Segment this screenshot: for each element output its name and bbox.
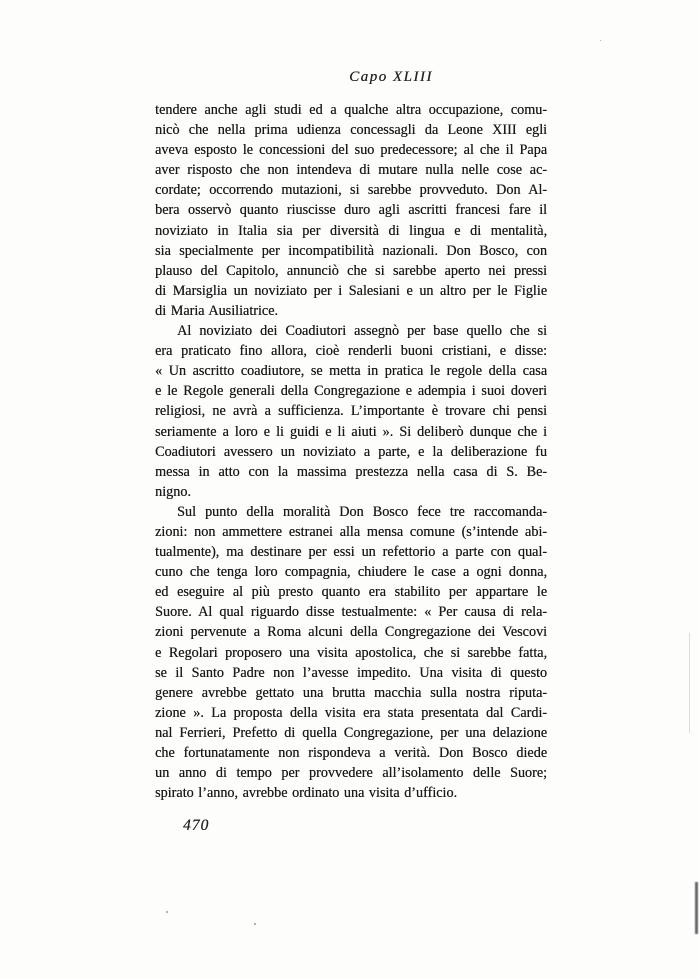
text-line: di Maria Ausiliatrice. bbox=[155, 302, 278, 319]
paragraph bbox=[155, 321, 547, 502]
running-head: Capo XLIII bbox=[349, 69, 433, 85]
text-line: spirato l’anno, avrebbe ordinato una visita d’ufficio. bbox=[155, 785, 458, 802]
text-line: e Regolari proposero una visita apostolica, che si sarebbe fatta, bbox=[155, 644, 547, 661]
text-line: bera osservò quanto riuscisse duro agli ascritti francesi fare il bbox=[155, 202, 547, 219]
text-line: aveva esposto le concessioni del suo predecessore; al che il Papa bbox=[155, 142, 547, 159]
text-line: Suore. Al qual riguardo disse testualmente: « Per causa di rela- bbox=[155, 604, 547, 621]
text-line: Al noviziato dei Coadiutori assegnò per base quello che si bbox=[177, 323, 547, 340]
paragraph bbox=[155, 502, 547, 803]
text-line: se il Santo Padre non l’avesse impedito. Una visita di questo bbox=[155, 664, 547, 681]
page-number: 470 bbox=[183, 817, 210, 834]
scan-edge-artifact bbox=[695, 882, 698, 934]
text-line: aver risposto che non intendeva di mutare nulla nelle cose ac- bbox=[155, 162, 547, 179]
text-line: di Marsiglia un noviziato per i Salesiani e un altro per le Figlie bbox=[155, 282, 547, 299]
text-line: seriamente a loro e li guidi e li aiuti ». Si deliberò dunque che i bbox=[155, 423, 547, 440]
text-line: un anno di tempo per provvedere all’isolamento delle Suore; bbox=[155, 765, 547, 782]
text-line: zione ». La proposta della visita era stata presentata dal Cardi- bbox=[155, 704, 547, 721]
text-line: nicò che nella prima udienza concessagli da Leone XIII egli bbox=[155, 122, 547, 139]
scan-speck bbox=[166, 911, 168, 913]
text-line: cordate; occorrendo mutazioni, si sarebbe provveduto. Don Al- bbox=[155, 182, 547, 199]
text-line: zioni pervenute a Roma alcuni della Congregazione dei Vescovi bbox=[155, 624, 547, 641]
scan-speck bbox=[600, 40, 601, 41]
text-line: messa in atto con la massima prestezza nella casa di S. Be- bbox=[155, 463, 547, 480]
text-line: noviziato in Italia sia per diversità di lingua e di mentalità, bbox=[155, 222, 547, 239]
text-line: cuno che tenga loro compagnia, chiudere le case a ogni donna, bbox=[155, 564, 547, 581]
text-line: tualmente), ma destinare per essi un refettorio a parte con qual- bbox=[155, 544, 547, 561]
text-line: zioni: non ammettere estranei alla mensa comune (s’intende abi- bbox=[155, 523, 547, 540]
text-block bbox=[155, 100, 547, 803]
text-line: sia specialmente per incompatibilità nazionali. Don Bosco, con bbox=[155, 242, 547, 259]
paragraph bbox=[155, 100, 547, 321]
text-line: nal Ferrieri, Prefetto di quella Congregazione, per una delazione bbox=[155, 724, 547, 741]
text-line: e le Regole generali della Congregazione e adempia i suoi doveri bbox=[155, 383, 547, 400]
scan-line-artifact bbox=[689, 633, 690, 733]
text-line: nigno. bbox=[155, 483, 191, 500]
text-line: ed eseguire al più presto quanto era stabilito per appartare le bbox=[155, 584, 547, 601]
text-line: Coadiutori avessero un noviziato a parte, e la deliberazione fu bbox=[155, 443, 547, 460]
text-line: « Un ascritto coadiutore, se metta in pratica le regole della casa bbox=[155, 363, 547, 380]
text-line: genere avrebbe gettato una brutta macchia sulla nostra riputa- bbox=[155, 684, 547, 701]
text-line: che fortunatamente non rispondeva a verità. Don Bosco diede bbox=[155, 745, 547, 761]
text-line: plauso del Capitolo, annunciò che si sarebbe aperto nei pressi bbox=[155, 262, 547, 279]
text-line: Sul punto della moralità Don Bosco fece tre raccomanda- bbox=[177, 503, 547, 520]
text-line: era praticato fino allora, cioè renderli buoni cristiani, e disse: bbox=[155, 343, 547, 360]
scan-speck bbox=[254, 923, 256, 925]
text-line: religiosi, ne avrà a sufficienza. L’importante è trovare chi pensi bbox=[155, 403, 547, 420]
text-line: tendere anche agli studi ed a qualche altra occupazione, comu- bbox=[155, 102, 547, 118]
